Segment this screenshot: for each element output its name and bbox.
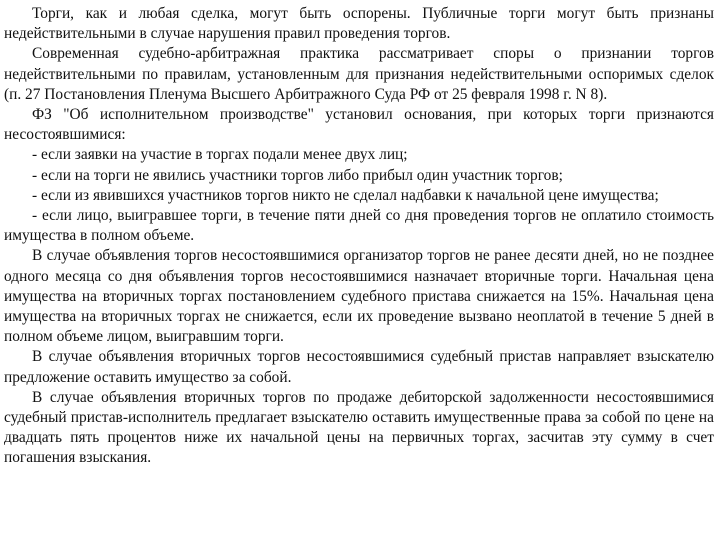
- list-item-fewer-than-two-bids: - если заявки на участие в торгах подали менее двух лиц;: [32, 146, 408, 164]
- paragraph-tenders-contestable: Торги, как и любая сделка, могут быть оспорены. Публичные торги могут быть признаны недействительными в случае нарушения правил проведения торгов.: [4, 5, 714, 43]
- paragraph-arbitration-practice: Современная судебно-арбитражная практика рассматривает споры о признании торгов недействительными по правилам, установленным для признания недействительными оспоримых сделок (п. 27 Постановления Пленума Высшего Арбитражного Суда РФ от 25 февраля 1998 г. N 8).: [4, 45, 714, 103]
- list-item-winner-not-paid: - если лицо, выигравшее торги, в течение пяти дней со дня проведения торгов не оплатило стоимость имущества в полном объеме.: [4, 207, 714, 245]
- document-page: [4, 4, 714, 469]
- paragraph-law-grounds: ФЗ "Об исполнительном производстве" установил основания, при которых торги признаются несостоявшимися:: [4, 106, 714, 144]
- list-item-no-participants: - если на торги не явились участники торгов либо прибыл один участник торгов;: [32, 166, 563, 184]
- paragraph-receivables-sale: В случае объявления вторичных торгов по продаже дебиторской задолженности несостоявшимися судебный пристав-исполнитель предлагает взыскателю оставить имущественные права за собой по цене на двадцать пять процентов ниже их начальной цены на первичных торгах, засчитав эту сумму в счет погашения взыскания.: [4, 388, 714, 467]
- list-item-no-price-increase: - если из явившихся участников торгов никто не сделал надбавки к начальной цене имущества;: [32, 186, 659, 204]
- paragraph-secondary-tenders: В случае объявления торгов несостоявшимися организатор торгов не ранее десяти дней, но не позднее одного месяца со дня объявления торгов несостоявшимися назначает вторичные торги. Начальная цена имущества на вторичных торгах постановлением судебного пристава снижается на 15%. Начальная цена имущества на вторичных торгах не снижается, если их проведение вызвано неоплатой в течение 5 дней в полном объеме лицом, выигравшим торги.: [4, 247, 714, 346]
- paragraph-offer-to-creditor: В случае объявления вторичных торгов несостоявшимися судебный пристав направляет взыскателю предложение оставить имущество за собой.: [4, 348, 714, 386]
